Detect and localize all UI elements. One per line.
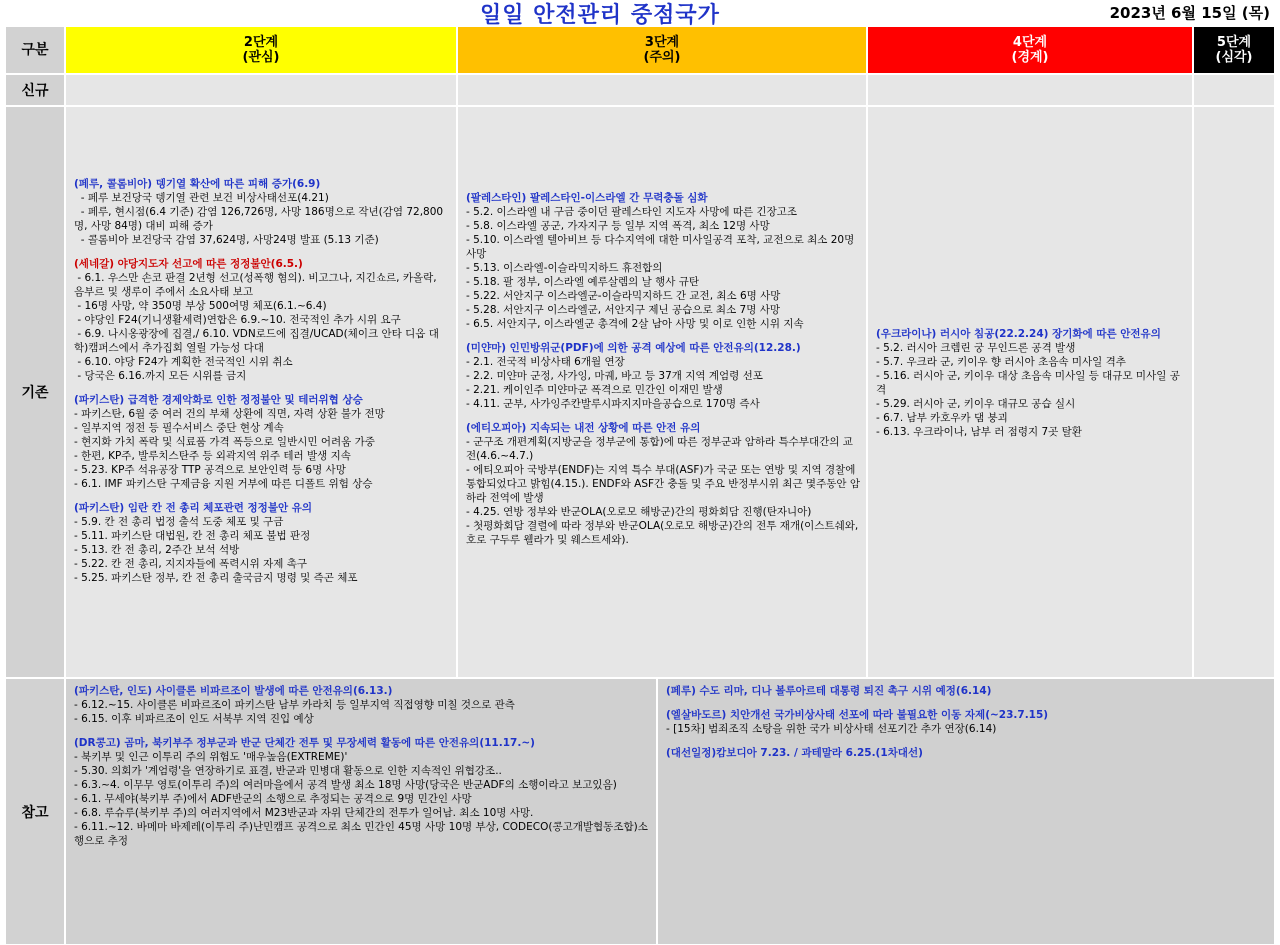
notice-section [74,177,450,247]
notice-title: (페루, 콜롬비아) 뎅기열 확산에 따른 피해 증가(6.9) [74,178,321,190]
level-sub: (관심) [242,50,280,65]
row-label-text: 참고 [21,804,49,821]
notice-item: - 2.1. 전국적 비상사태 6개월 연장 [466,356,625,368]
notice-title: (팔레스타인) 팔레스타인-이스라엘 간 무력충돌 심화 [466,192,708,204]
existing-level-4-cell [867,106,1193,678]
safety-table [5,26,1275,945]
notice-item: - 6.8. 루슈루(북키부 주)의 여러지역에서 M23반군과 자위 단체간의 전투가 일어남. 최소 10명 사망. [74,807,534,819]
header-level-3 [457,26,867,74]
notice-title: (파키스탄) 급격한 경제악화로 인한 정정불안 및 테러위협 상승 [74,394,363,406]
notice-section [74,257,450,383]
notice-item: - 페루 보건당국 뎅기열 관련 보건 비상사태선포(4.21) [74,192,329,204]
notice-section [74,736,650,848]
notice-item: - 한편, KP주, 발루치스탄주 등 외곽지역 위주 테러 발생 지속 [74,450,351,462]
reference-left-cell [65,678,657,945]
new-level-2-cell [65,74,457,106]
notice-item: - 5.25. 파키스탄 정부, 칸 전 총리 출국금지 명령 및 즉곤 체포 [74,572,358,584]
header-level-5 [1193,26,1275,74]
row-label-text: 신규 [21,83,49,99]
notice-item: - 6.11.~12. 바메마 바제레(이투리 주)난민캠프 공격으로 최소 민간인 45명 사망 10명 부상, CODECO(콩고개발협동조합)소행으로 추정 [74,821,648,847]
notice-item: - 콜롬비아 보건당국 감염 37,624명, 사망24명 발표 (5.13 기준) [74,234,379,246]
existing-level-2-cell [65,106,457,678]
notice-item: - 북키부 및 인근 이투리 주의 위험도 '매우높음(EXTREME)' [74,751,348,763]
notice-item: - 당국은 6.16.까지 모든 시위를 금지 [74,370,247,382]
notice-title: (페루) 수도 리마, 디나 볼루아르테 대통령 퇴진 촉구 시위 예정(6.14) [666,685,992,697]
notice-item: - 일부지역 정전 등 필수서비스 중단 현상 계속 [74,422,284,434]
notice-item: - 6.13. 우크라이나, 남부 러 점령지 7곳 탈환 [876,426,1082,438]
notice-title: (엘살바도르) 치안개선 국가비상사태 선포에 따라 불필요한 이동 자제(~23.7.15) [666,709,1049,721]
notice-title: (미얀마) 인민방위군(PDF)에 의한 공격 예상에 따른 안전유의(12.28.) [466,342,801,354]
existing-level-3-cell [457,106,867,678]
notice-title: (세네갈) 야당지도자 선고에 따른 정정불안(6.5.) [74,258,303,270]
notice-item: - 4.25. 연방 정부와 반군OLA(오로모 해방군)간의 평화회담 진행(탄자니아) [466,506,812,518]
row-label-existing [5,106,65,678]
notice-section [74,501,450,585]
header-level-2 [65,26,457,74]
existing-level-5-cell [1193,106,1275,678]
notice-title: (DR콩고) 곰마, 북키부주 정부군과 반군 단체간 전투 및 무장세력 활동에 따른 안전유의(11.17.~) [74,737,535,749]
notice-item: - 4.11. 군부, 사가잉주칸발루시파지지마을공습으로 170명 즉사 [466,398,760,410]
notice-item: - 2.2. 미얀마 군정, 사가잉, 마궤, 바고 등 37개 지역 계엄령 선포 [466,370,763,382]
notice-item: - 6.5. 서안지구, 이스라엘군 총격에 2살 남아 사망 및 이로 인한 시위 지속 [466,318,804,330]
notice-item: - 군구조 개편계획(지방군을 정부군에 통합)에 따른 정부군과 암하라 특수부대간의 교전(4.6.~4.7.) [466,436,853,462]
notice-section [74,393,450,491]
notice-item: - 5.2. 러시아 크렘린 궁 무인드론 공격 발생 [876,342,1076,354]
row-label-text: 기존 [21,385,49,401]
notice-item: - 5.2. 이스라엘 내 구금 중이던 팔레스타인 지도자 사망에 따른 긴장고조 [466,206,798,218]
notice-item: - 첫평화회담 결렬에 따라 정부와 반군OLA(오로모 해방군)간의 전투 재개(이스트쉐와, 호로 구두루 웰라가 및 웨스트세와). [466,520,862,546]
notice-item: - 5.11. 파키스탄 대법원, 칸 전 총리 체포 불법 판정 [74,530,311,542]
row-label-reference [5,678,65,945]
notice-item: - 6.1. IMF 파키스탄 구제금융 지원 거부에 따른 디폴트 위험 상승 [74,478,373,490]
notice-section [876,327,1186,439]
notice-item: - 5.28. 서안지구 이스라엘군, 서안지구 제닌 공습으로 최소 7명 사망 [466,304,780,316]
row-label-new [5,74,65,106]
level-name: 3단계 [644,35,680,50]
notice-item: - 6.1. 우스만 손코 판결 2년형 선고(성폭행 혐의). 비고그나, 지긴쇼르, 카올락, 음부르 및 생루이 주에서 소요사태 보고 [74,272,440,298]
header-category [5,26,65,74]
notice-item: - 5.13. 칸 전 총리, 2주간 보석 석방 [74,544,240,556]
notice-item: - [15차] 범죄조직 소탕을 위한 국가 비상사태 선포기간 추가 연장(6.14) [666,723,997,735]
notice-item: - 6.15. 이후 비파르조이 인도 서북부 지역 진입 예상 [74,713,314,725]
new-level-3-cell [457,74,867,106]
notice-section [466,341,860,411]
notice-item: - 2.21. 케이인주 미얀마군 폭격으로 민간인 이재민 발생 [466,384,723,396]
notice-item: - 5.9. 칸 전 총리 법정 출석 도중 체포 및 구금 [74,516,284,528]
notice-title: (우크라이나) 러시아 침공(22.2.24) 장기화에 따른 안전유의 [876,328,1161,340]
reference-right-cell [657,678,1275,945]
notice-title: (에티오피아) 지속되는 내전 상황에 따른 안전 유의 [466,422,701,434]
notice-item: - 파키스탄, 6월 중 여러 건의 부채 상환에 직면, 자력 상환 불가 전망 [74,408,385,420]
notice-item: - 에티오피아 국방부(ENDF)는 지역 특수 부대(ASF)가 국군 또는 연방 및 지역 경찰에 통합되었다고 밝힘(4.15.). ENDF와 ASF간 충돌 및 주요 반정부시위 최근 몇주동안 암하라 전역에 발생 [466,464,860,504]
notice-item: - 현지화 가치 폭락 및 식료품 가격 폭등으로 일반시민 어려움 가중 [74,436,375,448]
page-header [0,0,1280,26]
notice-item: - 6.3.~4. 이무무 영토(이투리 주)의 여러마을에서 공격 발생 최소 18명 사망(당국은 반군ADF의 소행이라고 보고있음) [74,779,617,791]
notice-item: - 5.18. 팔 정부, 이스라엘 예루살렘의 날 행사 규탄 [466,276,699,288]
level-sub: (경계) [1011,50,1049,65]
notice-item: - 5.22. 서안지구 이스라엘군-이슬라믹지하드 간 교전, 최소 6명 사망 [466,290,781,302]
notice-item: - 5.8. 이스라엘 공군, 가자지구 등 일부 지역 폭격, 최소 12명 사망 [466,220,770,232]
level-sub: (심각) [1215,50,1253,65]
new-level-5-cell [1193,74,1275,106]
notice-title: (대선일정)캄보디아 7.23. / 과테말라 6.25.(1차대선) [666,747,923,759]
notice-section [466,421,860,547]
notice-section [666,746,1268,760]
notice-section [466,191,860,331]
notice-item: - 야당인 F24(기니생활세력)연합은 6.9.~10. 전국적인 추가 시위 요구 [74,314,401,326]
report-date: 2023년 6월 15일 (목) [1109,4,1270,22]
header-level-4 [867,26,1193,74]
notice-item: - 6.7. 남부 카호우카 댐 붕괴 [876,412,1008,424]
notice-item: - 페루, 현시점(6.4 기준) 감염 126,726명, 사망 186명으로 작년(감염 72,800명, 사망 84명) 대비 피해 증가 [74,206,444,232]
notice-item: - 6.1. 무세야(북키부 주)에서 ADF반군의 소행으로 추정되는 공격으로 9명 민간인 사망 [74,793,472,805]
notice-item: - 5.10. 이스라엘 텔아비브 등 다수지역에 대한 미사일공격 포착, 교전으로 최소 20명 사망 [466,234,858,260]
notice-item: - 6.10. 야당 F24가 계획한 전국적인 시위 취소 [74,356,293,368]
notice-item: - 5.30. 의회가 '계엄령'을 연장하기로 표결, 반군과 민병대 활동으로 인한 지속적인 위협강조.. [74,765,502,777]
level-sub: (주의) [643,50,681,65]
notice-item: - 5.7. 우크라 군, 키이우 향 러시아 초음속 미사일 격추 [876,356,1126,368]
notice-title: (파키스탄, 인도) 사이클론 비파르조이 발생에 따른 안전유의(6.13.) [74,685,393,697]
new-level-4-cell [867,74,1193,106]
notice-item: - 5.22. 칸 전 총리, 지지자들에 폭력시위 자제 촉구 [74,558,307,570]
level-name: 2단계 [243,35,279,50]
notice-item: - 5.13. 이스라엘-이슬라믹지하드 휴전합의 [466,262,663,274]
notice-section [74,684,650,726]
notice-item: - 5.29. 러시아 군, 키이우 대규모 공습 실시 [876,398,1076,410]
page-title: 일일 안전관리 중점국가 [480,3,720,26]
level-name: 4단계 [1012,35,1048,50]
notice-item: - 6.12.~15. 사이클론 비파르조이 파키스탄 남부 카라치 등 일부지역 직접영향 미칠 것으로 관측 [74,699,515,711]
level-name: 5단계 [1216,35,1252,50]
header-category-label: 구분 [21,41,49,58]
notice-title: (파키스탄) 임란 칸 전 총리 체포관련 정정불안 유의 [74,502,313,514]
notice-item: - 5.16. 러시아 군, 키이우 대상 초음속 미사일 등 대규모 미사일 공격 [876,370,1180,396]
notice-item: - 5.23. KP주 석유공장 TTP 공격으로 보안인력 등 6명 사망 [74,464,346,476]
notice-section [666,684,1268,698]
notice-section [666,708,1268,736]
notice-item: - 6.9. 나시옹광장에 집결,/ 6.10. VDN로드에 집결/UCAD(체이크 안타 디옵 대학)캠퍼스에서 추가집회 열릴 가능성 다대 [74,328,439,354]
notice-item: - 16명 사망, 약 350명 부상 500여명 체포(6.1.~6.4) [74,300,327,312]
